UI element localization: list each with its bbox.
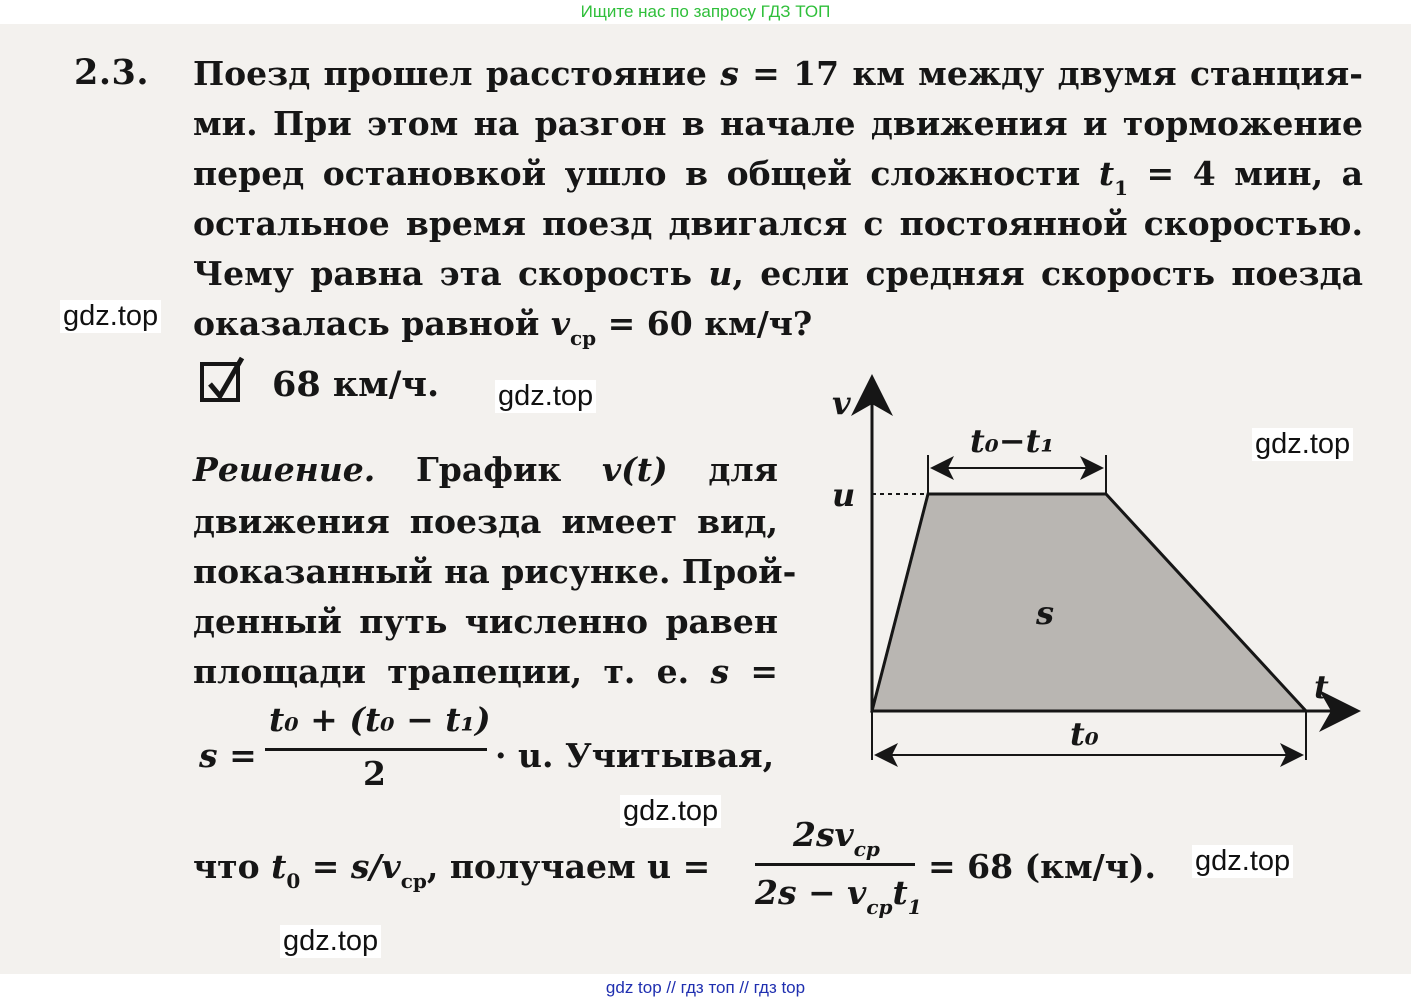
formula-numerator: $2sv_{ср}$: [793, 815, 880, 861]
t-axis-label: t: [1314, 668, 1329, 706]
formula-numerator: t₀ + (t₀ − t₁): [269, 700, 491, 739]
problem-line: остальное время поезд двигался с постоянной скоростью.: [193, 204, 1363, 243]
answer: [200, 362, 439, 405]
v-axis-label: v: [832, 384, 851, 422]
watermark: gdz.top: [60, 300, 161, 333]
watermark: gdz.top: [620, 795, 721, 828]
u-label: u: [832, 476, 856, 514]
area-label: s: [1036, 594, 1055, 632]
fraction-bar: [755, 863, 915, 866]
formula-denominator: $2s - v_{ср}t_1$: [755, 873, 922, 919]
top-interval-label: t₀−t₁: [970, 422, 1055, 460]
answer-value: 68 км/ч.: [272, 364, 440, 405]
solution-line: денный путь численно равен: [193, 602, 778, 641]
velocity-time-graph: [800, 360, 1380, 770]
problem-line: ми. При этом на разгон в начале движения и торможение: [193, 104, 1363, 143]
watermark: gdz.top: [280, 925, 381, 958]
area-formula: s = t₀ + (t₀ − t₁) 2 · u. Учитывая,: [199, 700, 775, 793]
solution-line: Решение. График v(t) для: [193, 450, 778, 489]
formula-denominator: 2: [363, 754, 386, 793]
trapezoid-area: [872, 494, 1306, 711]
problem-line: перед остановкой ушло в общей сложности $t_1 = 4$ мин, а: [193, 154, 1364, 200]
problem-number: 2.3.: [74, 52, 150, 93]
problem-line: Поезд прошел расстояние s = 17 км между двумя станция-: [193, 54, 1363, 93]
result-formula: что $t_0 = s/v_{ср}$, получаем u = $2sv_{ср}$ $2s - v_{ср}t_1$ = 68 (км/ч).: [193, 815, 1156, 919]
fraction-bar: [265, 748, 487, 751]
solution-line: движения поезда имеет вид,: [193, 502, 778, 541]
bottom-interval-label: t₀: [1070, 715, 1099, 753]
watermark: gdz.top: [1192, 845, 1293, 878]
problem-line: оказалась равной $v_{ср} = 60$ км/ч?: [193, 304, 813, 350]
problem-line: Чему равна эта скорость u, если средняя скорость поезда: [193, 254, 1363, 293]
solution-line: площади трапеции, т. е. s =: [193, 652, 779, 691]
watermark: gdz.top: [1252, 428, 1353, 461]
top-banner: Ищите нас по запросу ГДЗ ТОП: [580, 2, 831, 21]
footer-links: gdz top // гдз топ // гдз top: [0, 974, 1411, 1001]
watermark: gdz.top: [495, 380, 596, 413]
solution-label: Решение.: [193, 450, 376, 489]
solution-line: показанный на рисунке. Прой-: [193, 552, 797, 591]
checkmark-icon: [200, 362, 240, 402]
